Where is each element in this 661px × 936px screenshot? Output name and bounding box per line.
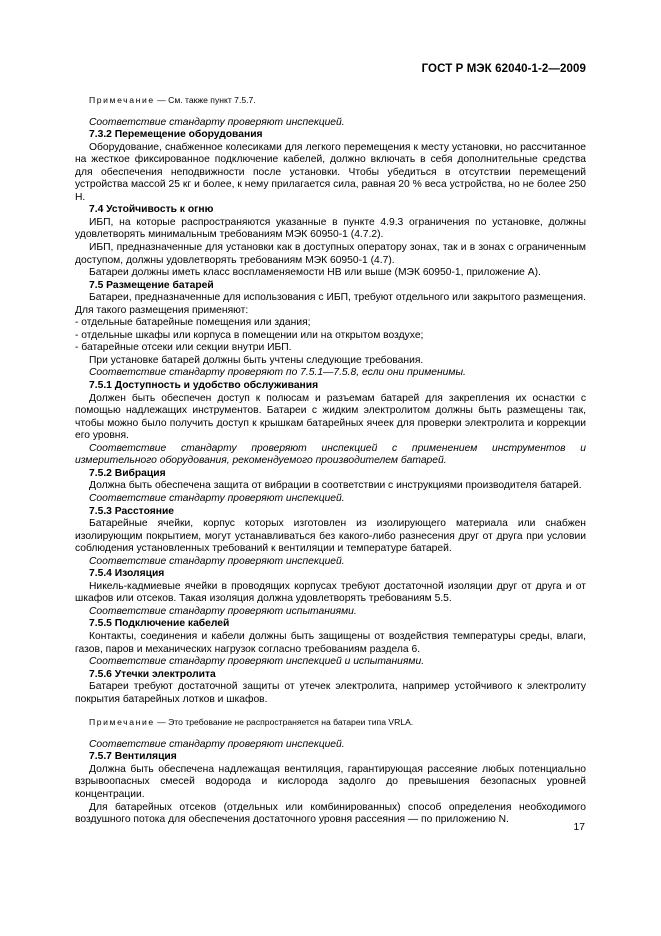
list-item: - батарейные отсеки или секции внутри ИБП. (75, 342, 292, 354)
list-item: - отдельные батарейные помещения или здания; (75, 317, 311, 329)
document-header: ГОСТ Р МЭК 62040-1-2—2009 (421, 63, 586, 75)
section-heading: 7.5 Размещение батарей (89, 279, 214, 291)
paragraph: Для батарейных отсеков (отдельных или комбинированных) способ определения необходимого воздушного потока для обеспечения достаточного уровня рассеяния — по приложению N. (75, 801, 586, 826)
note-text: — Это требование не распространяется на батареи типа VRLA. (154, 717, 414, 728)
compliance-text: Соответствие стандарту проверяют по 7.5.1—7.5.8, если они применимы. (89, 367, 466, 379)
section-heading: 7.5.3 Расстояние (89, 505, 175, 517)
note (75, 94, 586, 107)
section-heading: 7.3.2 Перемещение оборудования (89, 129, 263, 141)
note-label: Примечание (89, 95, 155, 105)
document-body (75, 94, 586, 827)
section-heading: 7.5.4 Изоляция (89, 568, 165, 580)
paragraph: Батареи требуют достаточной защиты от утечек электролита, например устойчивого к электролиту покрытия батарейных лотков и шкафов. (75, 681, 586, 705)
note (75, 716, 586, 729)
section-heading: 7.5.6 Утечки электролита (89, 668, 216, 680)
section-heading: 7.5.7 Вентиляция (89, 751, 177, 763)
paragraph: ИБП, предназначенные для установки как в доступных оператору зонах, так и в зонах с ограниченным доступом, должны удовлетворять требованиям МЭК 60950-1 (4.7). (75, 242, 586, 266)
section-heading: 7.4 Устойчивость к огню (89, 204, 214, 216)
compliance-text: Соответствие стандарту проверяют инспекцией. (89, 555, 345, 567)
paragraph: При установке батарей должны быть учтены следующие требования. (89, 354, 424, 366)
page-number: 17 (573, 822, 585, 833)
compliance-text: Соответствие стандарту проверяют инспекцией. (89, 492, 345, 504)
paragraph: Батареи, предназначенные для использования с ИБП, требуют отдельного или закрытого размещения. Для такого размещения применяют: (75, 292, 586, 316)
compliance-text: Соответствие стандарту проверяют инспекцией. (89, 116, 345, 128)
paragraph: Контакты, соединения и кабели должны быть защищены от воздействия температуры среды, влаги, газов, паров и механических нагрузок согласно требованиям раздела 6. (75, 630, 586, 655)
paragraph: Оборудование, снабженное колесиками для легкого перемещения к месту установки, но рассчитанное на жесткое фиксированное подключение кабелей, должно включать в себя дополнительные средства для обеспечения неподвижности после установки. Чтобы убедиться в отсутствии перемещений устройства массой 25 кг и более, к нему прилагается сила, равная 20 % веса устройства, но не более 250 Н. (75, 141, 586, 203)
compliance-text: Соответствие стандарту проверяют инспекцией и испытаниями. (89, 656, 425, 668)
compliance-text: Соответствие стандарту проверяют испытаниями. (89, 605, 357, 617)
note-label: Примечание (89, 717, 155, 728)
paragraph: ИБП, на которые распространяются указанные в пункте 4.9.3 ограничения по установке, должны удовлетворять минимальным требованиям МЭК 60950-1 (4.7.2). (75, 216, 586, 241)
paragraph: Батарейные ячейки, корпус которых изготовлен из изолирующего материала или снабжен изолирующим покрытием, могут устанавливаться без какого-либо разнесения друг от друга при условии соблюдения установленных требований к вентиляции и температуре батарей. (75, 518, 586, 555)
paragraph: Должна быть обеспечена надлежащая вентиляция, гарантирующая рассеяние любых потенциально взрывоопасных смесей водорода и кислорода задолго до превышения безопасных уровней концентрации. (75, 763, 586, 800)
paragraph: Должна быть обеспечена защита от вибрации в соответствии с инструкциями производителя батарей. (89, 480, 582, 492)
compliance-text: Соответствие стандарту проверяют инспекцией с применением инструментов и измерительного оборудования, рекомендуемого производителем батарей. (75, 442, 586, 467)
paragraph: Должен быть обеспечен доступ к полюсам и разъемам батарей для закрепления их оснастки с помощью надлежащих инструментов. Батареи с жидким электролитом должны быть размещены так, чтобы можно было получить доступ к крышкам батарейных ячеек для проверки электролита и коррекции его уровня. (75, 392, 586, 442)
section-heading: 7.5.1 Доступность и удобство обслуживания (89, 380, 319, 392)
list-item: - отдельные шкафы или корпуса в помещении или на открытом воздухе; (75, 329, 424, 341)
note-text: — См. также пункт 7.5.7. (154, 95, 256, 105)
section-heading: 7.5.5 Подключение кабелей (89, 618, 230, 630)
section-heading: 7.5.2 Вибрация (89, 467, 166, 479)
compliance-text: Соответствие стандарту проверяют инспекцией. (89, 738, 345, 750)
paragraph: Никель-кадмиевые ячейки в проводящих корпусах требуют достаточной изоляции друг от друга и от шкафов или отсеков. Такая изоляция должна удовлетворять требованиям 5.5. (75, 580, 586, 605)
paragraph: Батареи должны иметь класс воспламеняемости НВ или выше (МЭК 60950-1, приложение А). (89, 267, 541, 279)
